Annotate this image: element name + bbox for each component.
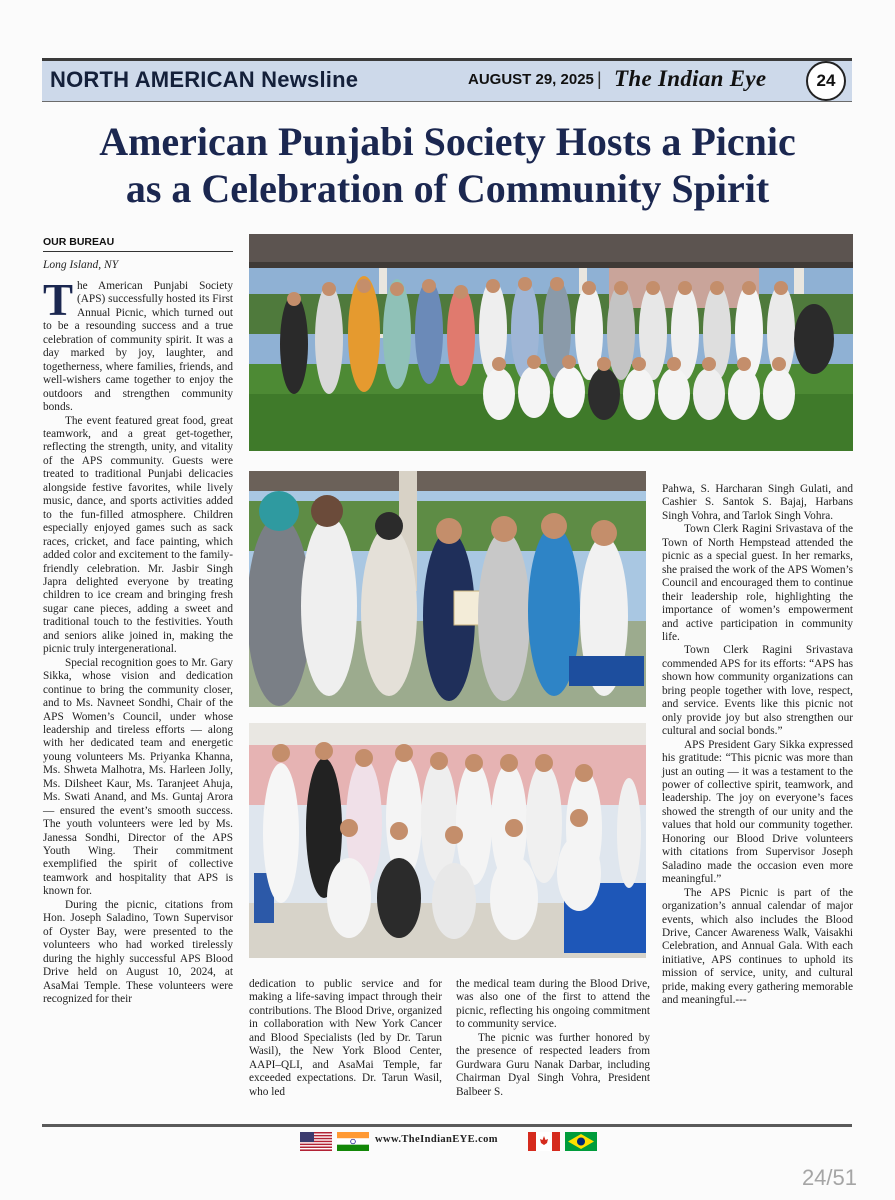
byline-divider (43, 251, 233, 252)
paragraph: During the picnic, citations from Hon. Joseph Saladino, Town Supervisor of Oyster Bay, were presented to the volunteers who had worked tirelessly during the highly successful APS Blood Drive held on August 10, 2024, at AsaMai Temple. These volunteers were recognized for their (43, 898, 233, 1006)
section-name: NORTH AMERICAN Newsline (50, 67, 359, 92)
footer-divider (42, 1124, 852, 1127)
section-header-band (42, 58, 852, 102)
masthead-logo: The Indian Eye (614, 66, 767, 91)
header-separator: | (597, 69, 602, 89)
headline-line-1: American Punjabi Society Hosts a Picnic (99, 119, 796, 164)
citation-presentation-photo (249, 471, 646, 707)
website-url: www.TheIndianEYE.com (375, 1134, 498, 1145)
womens-council-group-photo (249, 723, 646, 958)
page-number-badge: 24 (806, 61, 846, 101)
page-counter: 24/51 (801, 1165, 857, 1190)
article-headline (40, 118, 855, 212)
dateline: Long Island, NY (43, 259, 119, 271)
paragraph: the medical team during the Blood Drive, was also one of the first to attend the picnic, reflecting his ongoing commitment to community service. (456, 978, 650, 1031)
usa-flag-icon (300, 1132, 332, 1151)
brazil-flag-icon (565, 1132, 597, 1151)
group-photo-pavilion (249, 234, 853, 451)
india-flag-icon (337, 1132, 369, 1151)
article-column-3 (456, 978, 650, 1099)
paragraph: The American Punjabi Society (APS) successfully hosted its First Annual Picnic, which turned out to be a resounding success and a true celebration of community spirit. It was a day marked by joy, laughter, and togetherness, where families, friends, and well-wishers came together to enjoy the outdoors and strengthen community bonds. (43, 275, 233, 414)
headline-line-2: as a Celebration of Community Spirit (125, 166, 770, 211)
paragraph: APS President Gary Sikka expressed his gratitude: “This picnic was more than just an outing — it was a testament to the power of collective spirit, teamwork, and leadership. The joy on everyone’s faces showed the strength of our unity and the values that hold our community together. Honoring our Blood Drive volunteers with citations from Supervisor Joseph Saladino made the occasion even more meaningful.” (662, 738, 853, 886)
canada-flag-icon (528, 1132, 560, 1151)
paragraph: The picnic was further honored by the presence of respected leaders from Gurdwara Guru Nanak Darbar, including Chairman Dyal Singh Vohra, President Balbeer S. (456, 1031, 650, 1098)
paragraph: The APS Picnic is part of the organization’s annual calendar of major events, which also includes the Blood Drive, Cancer Awareness Walk, Vaisakhi Celebration, and Annual Gala. With each initiative, APS continues to uphold its mission of service, unity, and cultural pride, making every gathering memorable and meaningful.--- (662, 886, 853, 1007)
paragraph: Town Clerk Ragini Srivastava of the Town of North Hempstead attended the picnic as a special guest. In her remarks, she praised the work of the APS Women’s Council and encouraged them to continue their leadership role, highlighting the importance of women’s empowerment and active participation in community life. (662, 523, 853, 643)
paragraph: dedication to public service and for making a life-saving impact through their contributions. The Blood Drive, organized in collaboration with New York Cancer and Blood Specialists (led by Dr. Tarun Wasil), the New York Blood Center, AAPI–QLI, and AsaMai Temple, far exceeded expectations. Dr. Tarun Wasil, who led (249, 978, 442, 1098)
article-column-2 (249, 978, 442, 1099)
paragraph: Town Clerk Ragini Srivastava commended APS for its efforts: “APS has shown how community organizations can bring people together with love, respect, and service. Events like this picnic not only provide joy but also strengthen our cultural and social bonds.” (662, 644, 853, 738)
paragraph: Special recognition goes to Mr. Gary Sikka, whose vision and dedication continue to bring the community closer, and to Ms. Navneet Sondhi, Chair of the APS Women’s Council, under whose leadership and tireless efforts — along with her dedicated team and energetic young volunteers Ms. Priyanka Khanna, Ms. Shweta Malhotra, Ms. Harleen Jolly, Ms. Dilsheet Kaur, Ms. Taranjeet Ahuja, Ms. Swati Anand, and Ms. Guntaj Arora — ensured the event’s smooth success. The youth volunteers were led by Ms. Janessa Sondhi, Director of the APS Youth Wing. Their commitment exemplified the spirit of collective teamwork and hospitality that APS is known for. (43, 656, 233, 898)
article-column-1 (43, 275, 233, 1006)
paragraph: The event featured great food, great teamwork, and a great get-together, reflecting the strength, unity, and vitality of the APS community. Guests were treated to traditional Punjabi delicacies alongside festive favorites, while lively music, dance, and sports activities added to the fun-filled atmosphere. Children especially enjoyed games such as sack races, cricket, and face painting, which added color and excitement to the family-friendly celebration. Mr. Jasbir Singh Japra delighted everyone by treating children to ice cream and bringing fresh sugar cane pieces, adding a sweet and traditional touch to the festivities. Youth and seniors alike joined in, making the picnic truly intergenerational. (43, 414, 233, 656)
article-column-4 (662, 483, 853, 1008)
byline: OUR BUREAU (43, 236, 115, 248)
drop-cap: T (43, 275, 74, 325)
paragraph: Pahwa, S. Harcharan Singh Gulati, and Cashier S. Santok S. Bajaj, Harbans Singh Vohra, and Tarlok Singh Vohra. (662, 483, 853, 522)
issue-date: AUGUST 29, 2025 (468, 71, 594, 88)
